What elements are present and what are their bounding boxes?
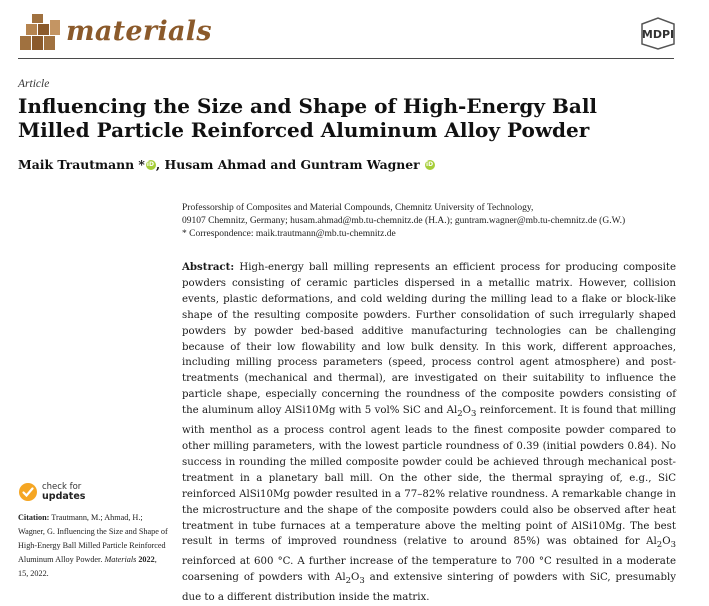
journal-name: materials <box>66 16 212 47</box>
abstract-label: Abstract: <box>182 261 235 273</box>
subscript: 2 <box>457 409 463 420</box>
abstract <box>182 260 676 606</box>
abstract-text: reinforced at 600 °C. A further increase of the temperature to 700 °C resulted in a moderate coarsening of powders with Al <box>182 556 676 584</box>
abstract-text: O <box>662 536 671 548</box>
citation-year: 2022 <box>136 555 155 564</box>
abstract-text: High-energy ball milling represents an efficient process for producing composite powders consisting of ceramic particles dispersed in a metallic matrix. However, collision events, plastic deformations, and cold welding during the milling lead to a flake or block-like shape of the resulting composite powders. Further consolidation of such irregularly shaped powders by powder bed-based additive manufacturing technologies can be challenging because of their low flowability and low bulk density. In this work, different approaches, including milling process parameters (speed, process control agent atmosphere) and post-treatments (mechanical and thermal), are investigated on their suitability to influence the particle shape, especially concerning the roundness of the composite powders consisting of the aluminum alloy AlSi10Mg with 5 vol% SiC and Al <box>182 262 676 417</box>
subscript: 3 <box>471 409 477 420</box>
abstract-text: O <box>462 405 472 417</box>
mdpi-logo-text: MDPI <box>641 28 675 41</box>
check-updates-text <box>42 482 85 502</box>
subscript: 3 <box>670 540 676 551</box>
page-title: Influencing the Size and Shape of High-Energy Ball Milled Particle Reinforced Aluminum Alloy Powder <box>18 94 598 142</box>
author-name[interactable]: Maik Trautmann * <box>18 157 145 172</box>
check-updates-line2: updates <box>42 491 86 502</box>
orcid-icon[interactable] <box>146 160 156 170</box>
checkmark-icon <box>18 482 38 502</box>
affiliation-line: 09107 Chemnitz, Germany; husam.ahmad@mb.tu-chemnitz.de (H.A.); guntram.wagner@mb.tu-chemnitz.de (G.W.) <box>182 216 626 227</box>
abstract-text: O <box>351 572 360 584</box>
author-list <box>18 157 435 172</box>
citation-journal: Materials <box>104 555 137 564</box>
citation-text: Trautmann, M.; Ahmad, H.; Wagner, G. Influencing the Size and Shape of High-Energy Ball Milled Particle Reinforced Aluminum Alloy Powder. <box>18 513 168 564</box>
orcid-icon[interactable] <box>425 160 435 170</box>
citation-label: Citation: <box>18 513 50 522</box>
subscript: 3 <box>359 576 365 587</box>
abstract-text: reinforcement. It is found that milling with menthol as a process control agent leads to the finest composite powder compared to other milling parameters, with the lowest particle roundness of 0.39 (initial powders 0.84). No success in rounding the milled composite powder could be achieved through mechanical post-treatment in a planetary ball mill. On the other side, the thermal spraying of, e.g., SiC reinforced AlSi10Mg powder resulted in a 77–82% relative roundness. A remarkable change in the microstructure and the shape of the composite powders could also be observed after heat treatment in tube furnaces at a temperature above the melting point of AlSi10Mg. The best result in terms of improved roundness (relative to around 85%) was obtained for Al <box>182 405 676 548</box>
check-updates-line1: check for <box>42 482 82 492</box>
correspondence-line: * Correspondence: maik.trautmann@mb.tu-chemnitz.de <box>182 229 396 240</box>
citation-block <box>18 511 168 581</box>
check-for-updates-badge[interactable] <box>18 480 128 504</box>
author-names[interactable]: , Husam Ahmad and Guntram Wagner <box>155 157 420 172</box>
header-divider <box>18 58 674 59</box>
journal-header <box>18 10 690 60</box>
affiliation-block <box>182 202 682 242</box>
abstract-text: and extensive sintering of powders with SiC, presumably due to a different distribution inside the matrix. <box>182 572 676 604</box>
mdpi-logo[interactable] <box>632 16 684 50</box>
article-type: Article <box>18 78 50 90</box>
subscript: 2 <box>345 576 352 587</box>
subscript: 2 <box>656 540 663 551</box>
stacked-blocks-icon <box>18 12 62 52</box>
affiliation-line: Professorship of Composites and Material Compounds, Chemnitz University of Technology, <box>182 203 534 213</box>
citation-volume: , 15, 2022. <box>18 555 157 578</box>
